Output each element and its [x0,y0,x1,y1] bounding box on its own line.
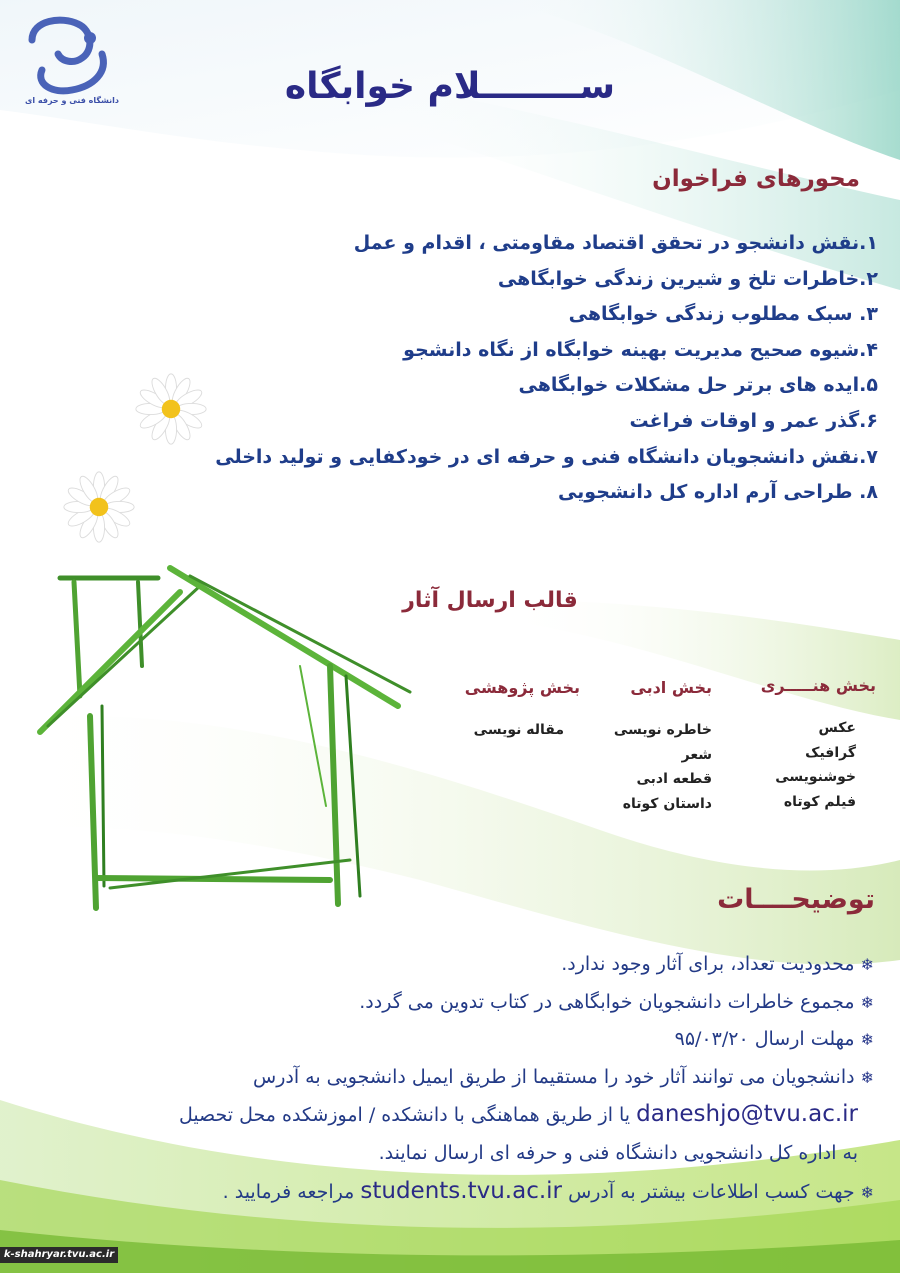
list-item [30,984,874,1022]
submission-heading: قالب ارسال آثار [402,588,578,613]
note-text: دانشجویان می توانند آثار خود را مستقیما از طریق ایمیل دانشجویی به آدرس [253,1065,855,1088]
note-text: محدودیت تعداد، برای آثار وجود ندارد. [561,953,855,975]
grass-house-icon [30,556,430,916]
note-text: یا از طریق هماهنگی با دانشکده / اموزشکده محل تحصیل [178,1104,631,1127]
list-item: مقاله نویسی [473,722,564,738]
website-link[interactable]: students.tvu.ac.ir [360,1177,563,1204]
list-item: شعر [681,746,712,763]
list-item: ۴.شیوه صحیح مدیریت بهینه خوابگاه از نگاه دانشجو [403,338,878,361]
list-item: عکس [818,720,856,736]
research-section-title: بخش پژوهشی [464,678,580,697]
note-text: مهلت ارسال ۹۵/۰۳/۲۰ [674,1028,855,1051]
list-item [30,946,874,984]
list-item: داستان کوتاه [622,795,712,812]
list-item [30,1096,874,1135]
list-item [30,1059,874,1097]
list-item [30,1135,874,1173]
axes-heading: محورهای فراخوان [652,166,860,192]
email-link[interactable]: daneshjo@tvu.ac.ir [636,1101,858,1128]
list-item [30,1021,874,1059]
note-text: به اداره کل دانشجویی دانشگاه فنی و حرفه ای ارسال نمایند. [378,1141,858,1164]
snowflake-bullet-icon: ❄ [860,1030,874,1050]
list-item: خوشنویسی [775,769,856,786]
daisy-flower-icon [62,470,136,544]
list-item: ۷.نقش دانشجویان دانشگاه فنی و حرفه ای در خودکفایی و تولید داخلی [215,445,878,468]
note-text: جهت کسب اطلاعات بیشتر به آدرس [568,1180,855,1203]
list-item: ۵.ایده های برتر حل مشکلات خوابگاهی [518,374,878,397]
page-title: ســــــــلام خوابگاه [284,66,616,107]
list-item: ۱.نقش دانشجو در تحقق اقتصاد مقاومتی ، اقدام و عمل [353,232,878,254]
list-item: قطعه ادبی [636,771,712,788]
list-item: فیلم کوتاه [783,793,856,810]
list-item: ۲.خاطرات تلخ و شیرین زندگی خوابگاهی [497,267,878,290]
art-section-title: بخش هنـــــری [760,676,876,695]
footer-url-badge[interactable]: k-shahryar.tvu.ac.ir [0,1247,118,1263]
snowflake-bullet-icon: ❄ [860,955,874,974]
research-section-list [450,718,564,743]
note-text: مراجعه فرمایید . [222,1180,355,1203]
list-item [30,1173,874,1212]
literary-section-list [590,718,712,816]
list-item: ۶.گذر عمر و اوقات فراغت [629,409,878,432]
note-text: مجموع خاطرات دانشجویان خوابگاهی در کتاب تدوین می گردد. [359,990,855,1013]
snowflake-bullet-icon: ❄ [860,1182,874,1202]
notes-heading: توضیحــــات [717,884,875,915]
list-item: ۸. طراحی آرم اداره کل دانشجویی [557,481,878,504]
literary-section-title: بخش ادبی [630,678,712,697]
list-item: گرافیک [805,744,856,761]
notes-list [30,946,874,1211]
snowflake-bullet-icon: ❄ [860,1067,874,1087]
list-item: ۳. سبک مطلوب زندگی خوابگاهی [568,303,878,326]
snowflake-bullet-icon: ❄ [860,992,874,1012]
logo-emblem-icon [22,10,122,96]
daisy-flower-icon [134,372,208,446]
university-logo [22,10,122,110]
list-item: خاطره نویسی [613,722,712,738]
logo-caption: دانشگاه فنی و حرفه ای [25,96,119,105]
axes-list [150,226,878,511]
art-section-list [740,716,856,814]
